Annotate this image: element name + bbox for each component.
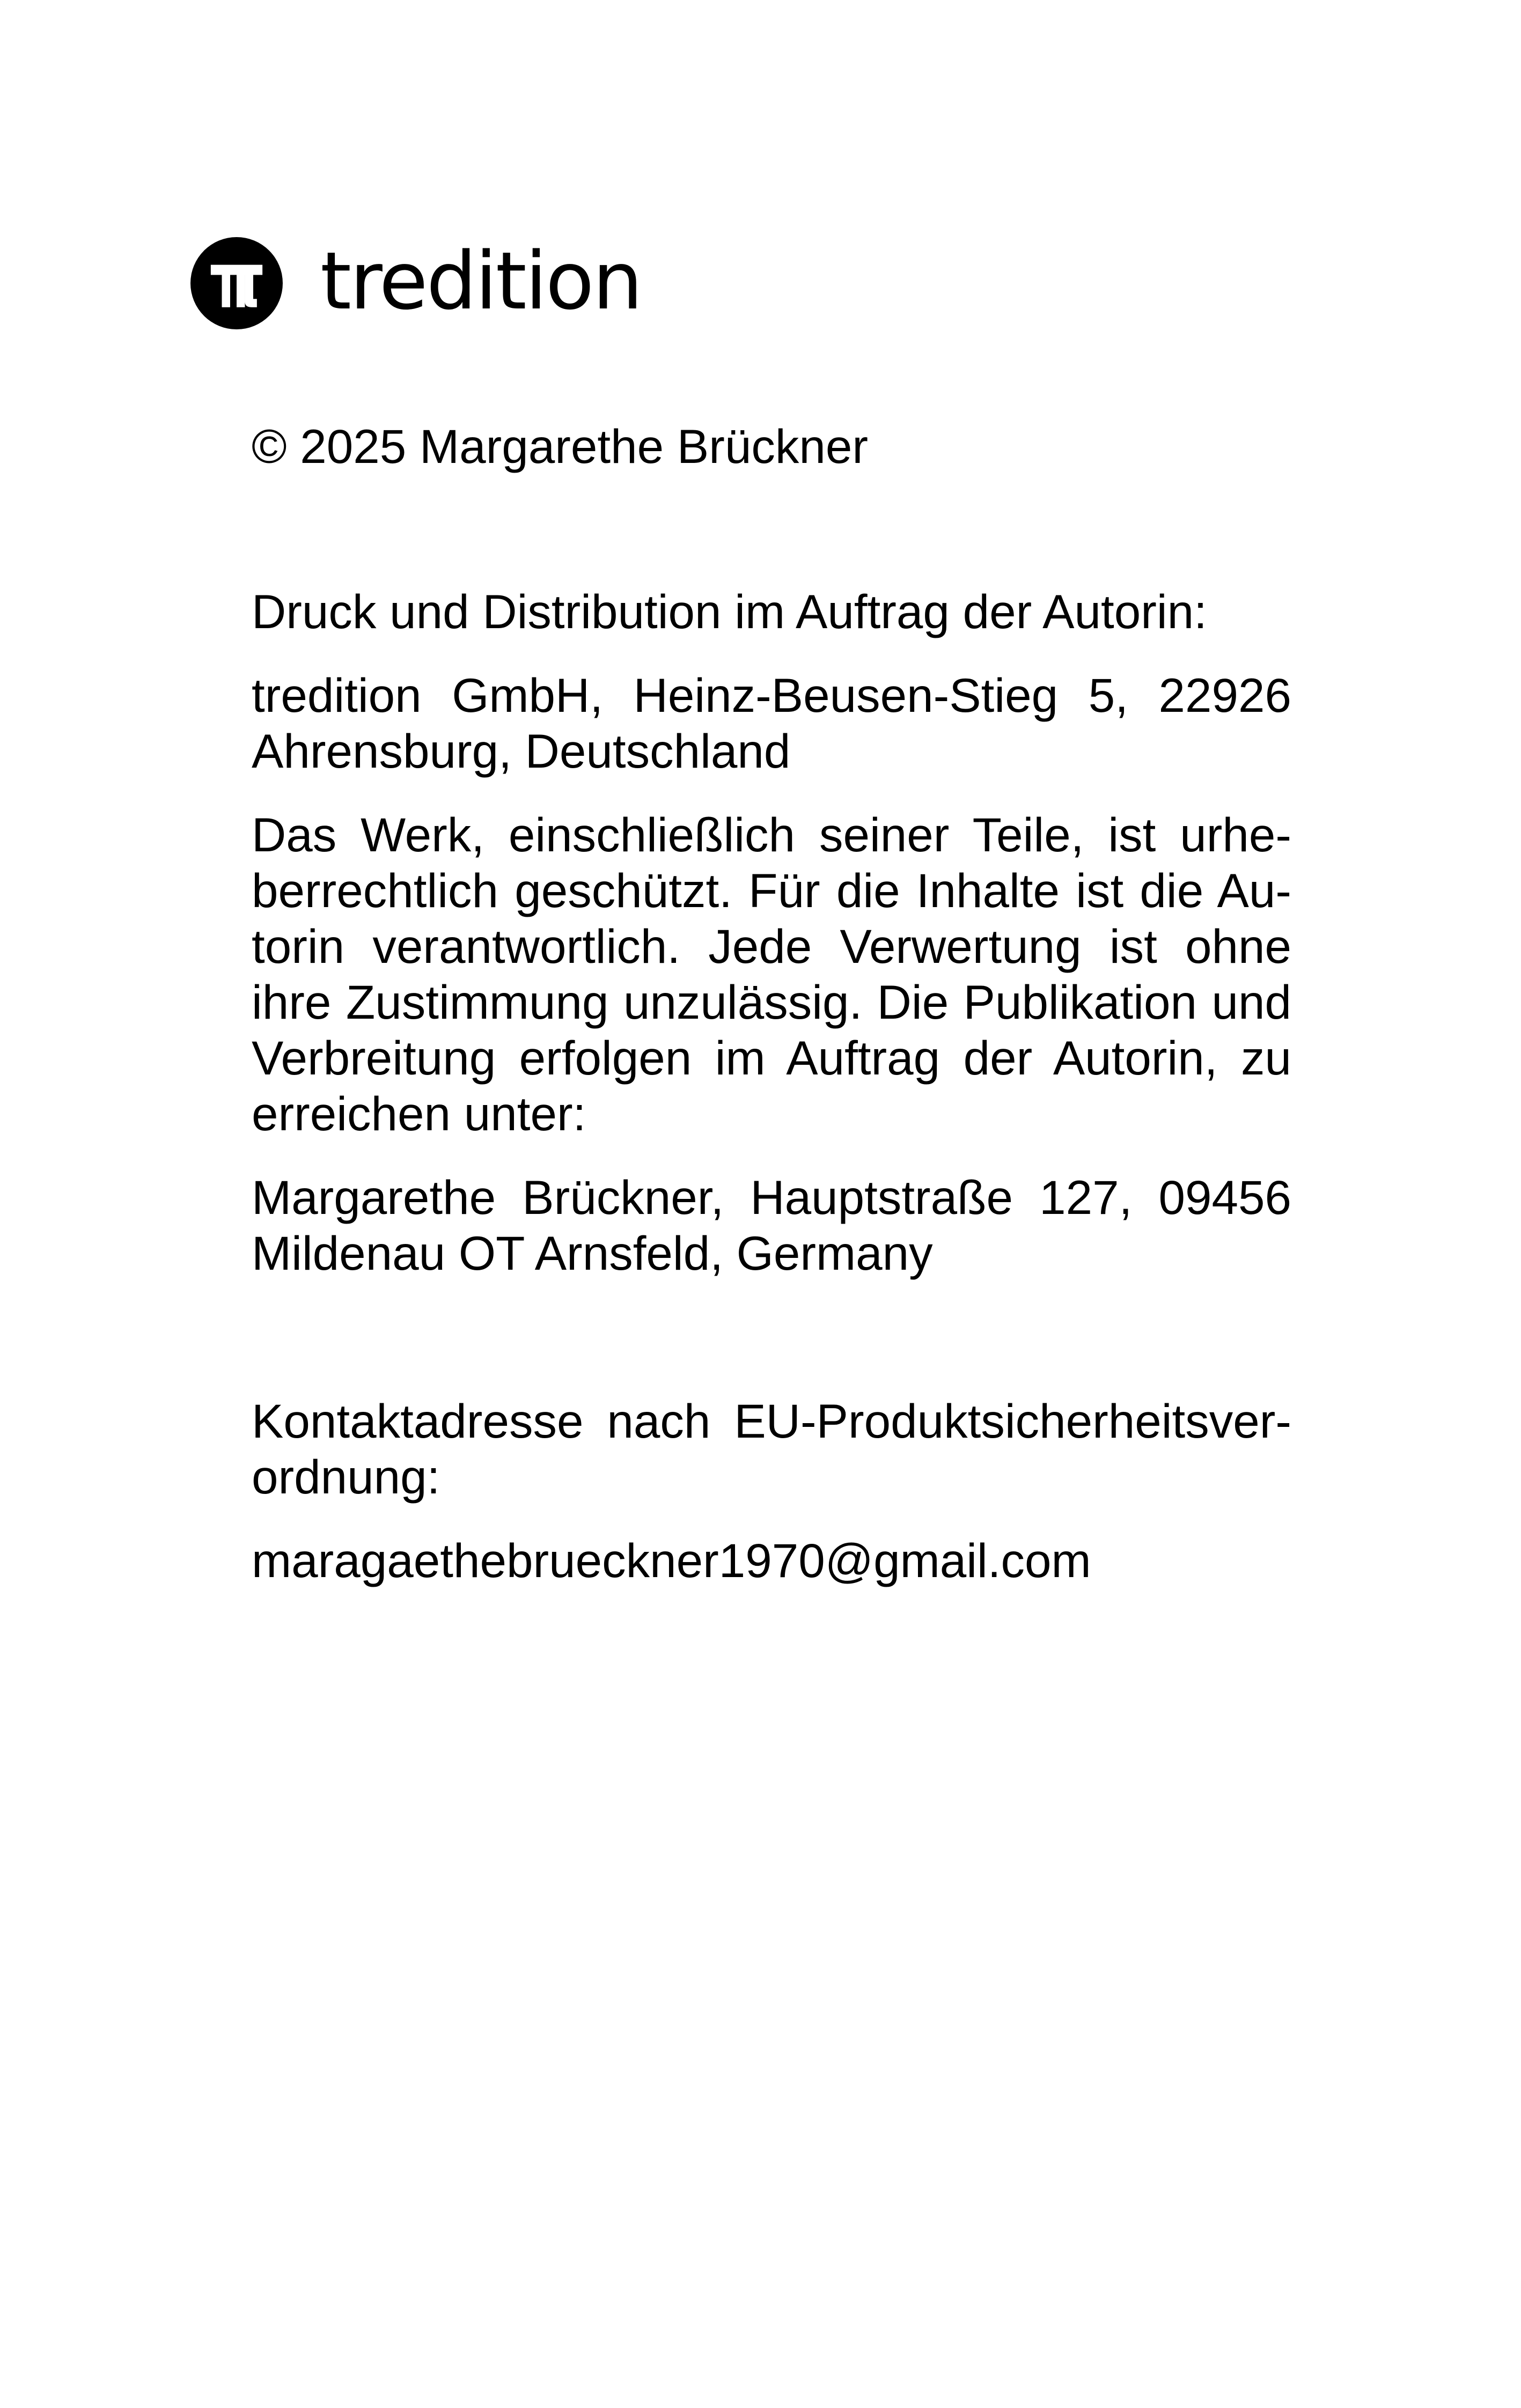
contact-heading-line: Kontaktadresse nach EU-Produktsicherheitsver- [252, 1394, 1291, 1448]
author-address-line: Mildenau OT Arnsfeld, Germany [252, 1226, 933, 1280]
author-address-line: Margarethe Brückner, Hauptstraße 127, 09456 [252, 1170, 1291, 1224]
author-address [252, 1169, 1291, 1281]
rights-text-line: Das Werk, einschließlich seiner Teile, ist urhe- [252, 808, 1291, 861]
publisher-address [252, 667, 1291, 779]
rights-text [252, 807, 1291, 1142]
contact-heading-line: ordnung: [252, 1450, 440, 1504]
rights-text-line: ihre Zustimmung unzulässig. Die Publikation und [252, 975, 1291, 1029]
print-heading: Druck und Distribution im Auftrag der Autorin: [252, 585, 1207, 638]
logo-wordmark: tredition [320, 235, 642, 327]
copyright-line: © 2025 Margarethe Brückner [252, 419, 869, 473]
rights-text-line: erreichen unter: [252, 1087, 586, 1140]
contact-email: maragaethebrueckner1970@gmail.com [252, 1534, 1091, 1587]
rights-text-line: Verbreitung erfolgen im Auftrag der Autorin, zu [252, 1031, 1291, 1085]
rights-text-line: torin verantwortlich. Jede Verwertung ist ohne [252, 919, 1291, 973]
publisher-address-line: Ahrensburg, Deutschland [252, 724, 791, 778]
publisher-logo [190, 237, 641, 329]
publisher-address-line: tredition GmbH, Heinz-Beusen-Stieg 5, 22926 [252, 668, 1291, 722]
contact-heading [252, 1393, 1291, 1505]
tredition-logo-icon [190, 237, 283, 329]
rights-text-line: berrechtlich geschützt. Für die Inhalte ist die Au- [252, 864, 1291, 917]
